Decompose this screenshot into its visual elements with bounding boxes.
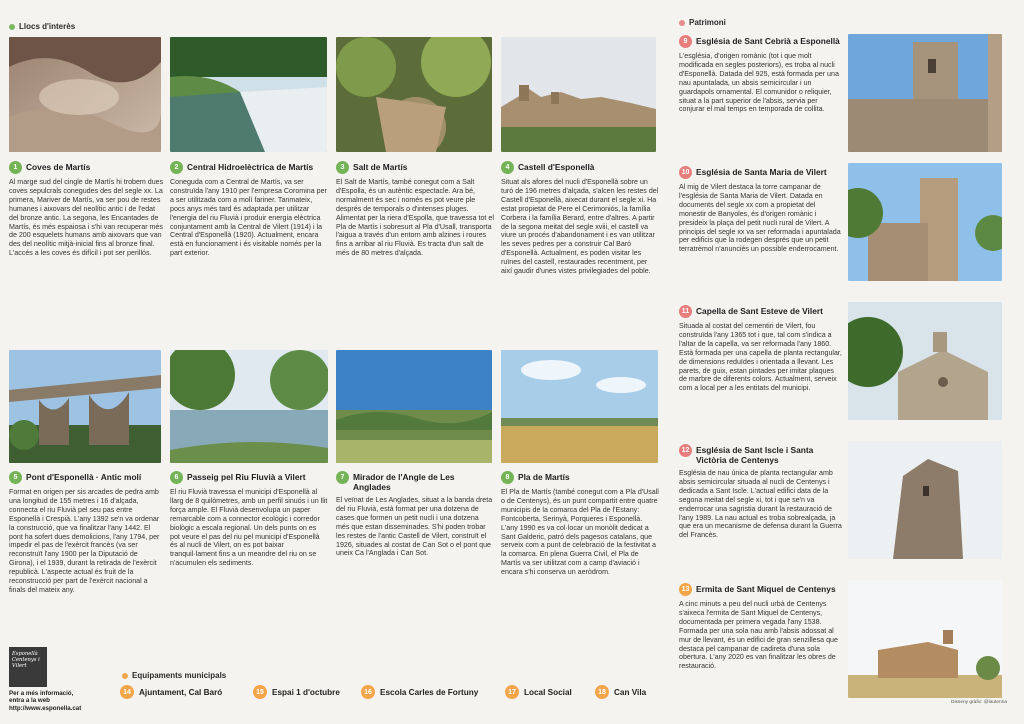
card-6	[170, 472, 328, 568]
section-head-patrimoni: Patrimoni	[679, 18, 726, 27]
equip-item-18: 18 Can Vila	[595, 686, 665, 699]
card-10	[679, 167, 843, 254]
card-text: Format en origen per sis arcades de pedra amb una longitud de 155 metres i 16 d'alçada, connecta el riu Fluvià pel seu pas entre Esponellà i Crespià. L'any 1392 se'n va ordenar la construcció, que va finalitzar l'any 1442. El pont ha sofert dues demolicions, l'any 1794, per impedir el pas de l'exèrcit francès (va ser reconstruït l'any 1900 per la Diputació de Girona), i el 1939, durant la retirada de l'exèrcit republicà. L'aspecte actual és fruit de la reconstrucció per part de l'exèrcit nacional a finals del mateix any.	[9, 488, 160, 594]
photo-central-hidroelectrica	[170, 37, 327, 152]
number-badge: 1	[9, 161, 22, 174]
card-4	[501, 162, 659, 276]
card-title: Capella de Sant Esteve de Vilert	[696, 306, 823, 316]
equip-item-16: 16 Escola Carles de Fortuny	[361, 686, 505, 699]
number-badge: 9	[679, 35, 692, 48]
number-badge: 2	[170, 161, 183, 174]
card-title: Castell d'Esponellà	[518, 162, 595, 172]
card-title: Mirador de l'Angle de Les Anglades	[353, 472, 455, 492]
photo-coves-martis	[9, 37, 161, 152]
photo-salt-martis	[336, 37, 492, 152]
bullet-icon	[9, 24, 15, 30]
card-title: Ermita de Sant Miquel de Centenys	[696, 584, 836, 594]
card-text: El Pla de Martís (també conegut com a Pla d'Usall o de Centenys), és un punt compartit entre quatre municipis de la comarca del Pla de l'Estany: Fontcoberta, Serinyà, Porqueres i Esponellà. L'any 1990 es va col·locar un monòlit dedicat a Sant Galderic, patró dels pagesos catalans, que serveix com a punt de celebració de la festivitat a la comarca. En plena Guerra Civil, el Pla de Martís va ser utilitzat com a camp d'aviació i encara s'hi conserva un aeròdrom.	[501, 488, 659, 577]
card-text: A cinc minuts a peu del nucli urbà de Centenys s'aixeca l'ermita de Sant Miquel de Centenys, documentada per primera vegada l'any 1538. Formada per una sola nau amb l'absis adossat al mur de llevant, és un edifici de gran senzillesa que destaca pel campanar de cadireta d'una sola obertura. L'any 2020 es van finalitzar les obres de restauració.	[679, 600, 838, 671]
card-11	[679, 306, 843, 393]
card-text: Al marge sud del cingle de Martís hi trobem dues coves sepulcrals conegudes des del segle xx. La primera, Mariver de Martís, va ser pou de restes humanes i aixovars del neolític antic i de l'edat del bronze antic. La segona, les Encantades de Martís, és més espaiosa i s'hi van recuperar més de 200 esquelets humans amb aixovars que van des del neolític mitjà-inicial fins al bronze final. L'accés a les coves és difícil i pot ser perillós.	[9, 178, 164, 258]
equip-item-15: 15 Espai 1 d'octubre	[253, 686, 361, 699]
number-badge: 5	[9, 471, 22, 484]
card-text: L'església, d'origen romànic (tot i que molt modificada en segles posteriors), es troba al nucli d'Esponellà. Datada del 925, està formada per una nau apuntalada, un absis semicircular i un guardapols ornamental. El comunidor o reliquier, situat a la part superior de l'absis, servia per conjurar el mal temps en temporada de collita.	[679, 52, 839, 114]
card-title: Església de Sant Cebrià a Esponellà	[696, 36, 840, 46]
card-text: El riu Fluvià travessa el municipi d'Esponellà al llarg de 8 quilòmetres, amb un perfil sinuós i un llit força ample. El Fluvià desenvolupa un paper remarcable com a connector ecològic i corredor biològic a escala regional. Un dels punts on es pot veure el pas del riu pel municipi d'Esponellà és al nucli de Vilert, on es pot baixar tranquil·lament fins a un meandre del riu on se n'acumulen els sediments.	[170, 488, 328, 568]
photo-santa-maria-vilert	[848, 163, 1002, 281]
card-2	[170, 162, 328, 258]
design-credit: Disseny gràfic: @lauterina	[951, 700, 1008, 705]
number-badge: 4	[501, 161, 514, 174]
card-text: Situat als afores del nucli d'Esponellà sobre un turó de 196 metres d'alçada, s'alcen les restes del Castell d'Esponellà, aixecat durant el segle xi. Ha estat propietat de Pere el Cerimoniós, la família Corbera i la família Berard, entre d'altres. A partir de la segona meitat del segle xviii, el castell va viure un procés d'abandonament i es van utilitzar les seves pedres per a construir Cal Baró d'Esponellà. Actualment, es poden visitar les ruïnes del castell, restaurades recentment, per així gaudir d'unes vistes privilegiades del poble.	[501, 178, 659, 276]
website-link[interactable]: http://www.esponella.cat	[9, 704, 82, 712]
card-5	[9, 472, 164, 595]
number-badge: 11	[679, 305, 692, 318]
number-badge: 10	[679, 166, 692, 179]
bullet-icon	[679, 20, 685, 26]
card-title: Passeig pel Riu Fluvià a Vilert	[187, 472, 306, 482]
number-badge: 8	[501, 471, 514, 484]
card-text: Al mig de Vilert destaca la torre campanar de l'església de Santa Maria de Vilert. Datada en documents del segle xx com a propietat del monestir de Banyoles, és d'origen romànic i presideix la plaça del petit nucli rural de Vilert. A principis del segle xx va ser reformada i apuntalada per edificis que la rodegen després que un petit terratrèmol n'anunciés un possible enderrocament.	[679, 183, 841, 254]
more-info: Per a més informació, entra a la web http://www.esponella.cat	[9, 690, 119, 712]
photo-riu-fluvia	[170, 350, 328, 463]
number-badge: 6	[170, 471, 183, 484]
municipality-logo: Esponellà Centenys i Vilert	[9, 647, 47, 687]
equip-item-17: 17 Local Social	[505, 686, 595, 699]
card-text: El veïnat de Les Anglades, situat a la banda dreta del riu Fluvià, està format per una dotzena de cases que formen un petit nucli i una dotzena més que estan disseminades. S'hi poden trobar les restes de l'antic Castell de Vilert, construït el 1926, situades al costat de Can Sot o el pont que uneix Ca l'Anglada i Can Sot.	[336, 496, 493, 558]
card-text: Situada al costat del cementiri de Vilert, fou construïda l'any 1365 tot i que, tal com s'indica a l'altar de la capella, va ser reformada l'any 1860. Està formada per una capella de planta rectangular, de dimensions reduïdes i orientada a llevant. Les parets, de guix, estan pintades per imitar plaques de marbre de diferents colors. Actualment, serveix com a local per a les entitats del municipi.	[679, 322, 842, 393]
number-badge: 13	[679, 583, 692, 596]
card-text: El Salt de Martís, també conegut com a Salt d'Espolla, és un autèntic espectacle. Ara bé, normalment és sec i només es pot veure ple després de temporals o d'intenses pluges. Alimentat per la riera d'Espolla, que travessa tot el Pla de Martís i sobresurt al Pla d'Usall, transporta l'aigua a través d'un entorn amb alzines i roures fins a arribar al riu Fluvià. Es tracta d'un salt de més de 80 metres d'alçada.	[336, 178, 494, 258]
photo-pont-esponella	[9, 350, 161, 463]
card-title: Pla de Martís	[518, 472, 570, 482]
card-12	[679, 445, 843, 540]
card-1	[9, 162, 164, 258]
card-title: Coves de Martís	[26, 162, 91, 172]
section-head-equipaments: Equipaments municipals	[122, 671, 226, 680]
photo-sant-cebria	[848, 34, 1002, 152]
card-3	[336, 162, 494, 258]
card-text: Coneguda com a Central de Martís, va ser construïda l'any 1910 per l'empresa Coromina per a ser utilitzada com a molí fariner. Tanmateix, pocs anys més tard és adaptada per utilitzar l'energia del riu Fluvià i produir energia elèctrica conjuntament amb la Central de Vilert (1914) i la Central d'Esponellà (1920). Actualment, encara està en funcionament i és visitable només per la part exterior.	[170, 178, 327, 258]
card-text: Església de nau única de planta rectangular amb absis semicircular situada al nucli de Centenys i dedicada a Sant Iscle. L'actual edifici data de la segona meitat del segle xi, tot i que se'n va enderrocar una sagristia durant la restauració de l'any 1989. La nau actual es troba sobrealçada, ja que era un mecanisme de defensa durant la Guerra del Francès.	[679, 469, 842, 540]
photo-castell-esponella	[501, 37, 656, 152]
equipaments-list	[120, 686, 665, 699]
card-title: Central Hidroelèctrica de Martís	[187, 162, 314, 172]
photo-sant-iscle	[848, 441, 1002, 559]
bullet-icon	[122, 673, 128, 679]
photo-sant-esteve-vilert	[848, 302, 1002, 420]
equip-item-14: 14 Ajuntament, Cal Baró	[120, 686, 253, 699]
photo-sant-miquel	[848, 580, 1002, 698]
photo-mirador-anglades	[336, 350, 492, 463]
card-13	[679, 584, 843, 671]
card-title: Pont d'Esponellà · Antic molí	[26, 472, 142, 482]
card-8	[501, 472, 659, 577]
number-badge: 12	[679, 444, 692, 457]
card-title: Església de Sant Iscle i Santa Victòria de Centenys	[696, 445, 814, 465]
card-title: Salt de Martís	[353, 162, 408, 172]
number-badge: 7	[336, 471, 349, 484]
card-7	[336, 472, 494, 558]
card-9	[679, 36, 843, 114]
card-title: Església de Santa Maria de Vilert	[696, 167, 827, 177]
section-head-llocs: Llocs d'interès	[9, 22, 75, 31]
number-badge: 3	[336, 161, 349, 174]
photo-pla-martis	[501, 350, 658, 463]
